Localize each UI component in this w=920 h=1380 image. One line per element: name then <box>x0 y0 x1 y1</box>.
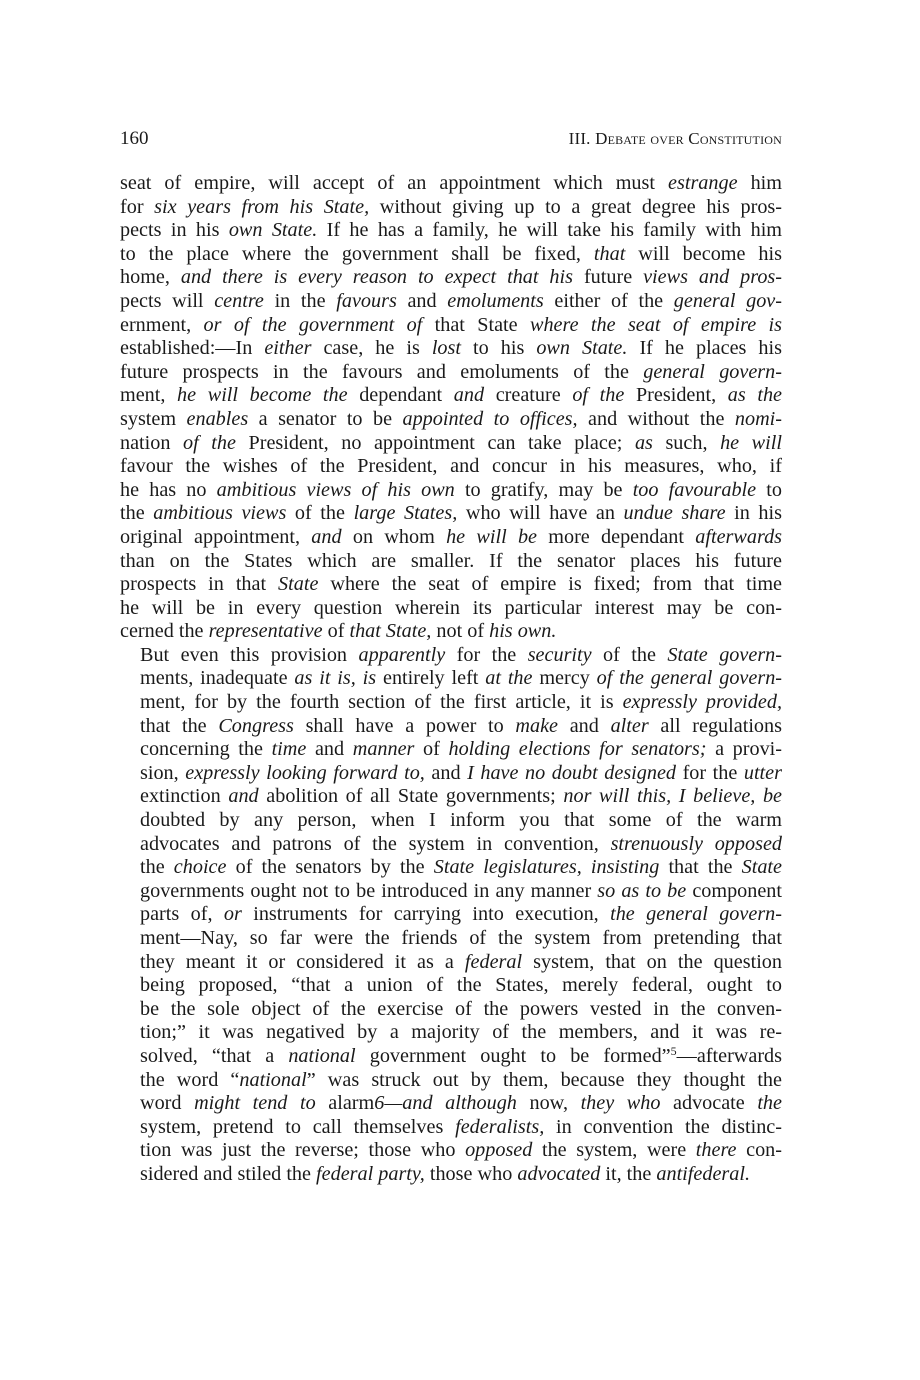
paragraph-1 <box>120 172 782 644</box>
text-run: not of <box>431 620 490 643</box>
text-line <box>120 1139 782 1163</box>
italic-text: the general govern- <box>598 903 782 926</box>
text-run: entirely left <box>382 667 479 690</box>
text-line <box>120 974 782 998</box>
italic-text: as it is, is <box>287 667 383 690</box>
running-title-sc2: onstitution <box>699 129 782 148</box>
italic-text: of the general govern- <box>589 667 783 690</box>
italic-text: might tend to <box>181 1092 329 1115</box>
italic-text: nomi- <box>734 407 782 430</box>
italic-text: State govern- <box>667 643 782 666</box>
text-run: word <box>140 1092 182 1115</box>
italic-text: time <box>271 738 307 761</box>
italic-text: national <box>288 1044 356 1067</box>
text-line <box>120 1021 782 1045</box>
text-run: in the <box>263 289 337 312</box>
text-run: and <box>558 714 611 737</box>
text-run: original appointment, <box>120 525 301 548</box>
text-run: and without the <box>577 407 735 430</box>
text-line <box>120 266 782 290</box>
text-run: he will be in every question wherein its particular interest may be con- <box>120 596 782 619</box>
text-run: a provi- <box>706 738 783 761</box>
text-run: advocates and patrons of the system in convention, <box>140 832 611 855</box>
text-run: tion was just the reverse; those who <box>140 1139 466 1162</box>
text-run: on whom <box>352 525 435 548</box>
text-run: be the sole object of the exercise of the powers vested in the conven- <box>140 997 782 1020</box>
text-line <box>120 691 782 715</box>
text-line <box>120 314 782 338</box>
italic-text: utter <box>743 761 782 784</box>
footnote-marker: 5 <box>670 1043 677 1058</box>
text-run: it, the <box>600 1162 657 1185</box>
text-line <box>120 384 782 408</box>
text-run: creature <box>495 384 561 407</box>
text-run: who will have an <box>457 502 624 525</box>
text-run: that the <box>140 714 219 737</box>
italic-text: State legislatures, insisting <box>433 856 660 879</box>
italic-text: they who <box>568 1092 674 1115</box>
text-run: him <box>737 172 782 194</box>
text-run: alarm <box>328 1092 375 1115</box>
text-run: abolition of all State governments; <box>266 785 556 808</box>
running-title-sc1: ebate over <box>607 129 689 148</box>
text-run: cerned the <box>120 620 209 643</box>
italic-text: national <box>239 1068 307 1091</box>
text-line <box>120 738 782 762</box>
text-line <box>120 951 782 975</box>
text-line <box>120 573 782 597</box>
italic-text: general govern- <box>643 360 782 383</box>
text-line <box>120 856 782 880</box>
text-run: of <box>322 620 350 643</box>
text-line <box>120 1069 782 1093</box>
text-run: of the <box>591 643 668 666</box>
text-run: future <box>583 266 633 289</box>
text-line <box>120 644 782 668</box>
text-run: more dependant <box>548 525 684 548</box>
text-run: solved, “that a <box>140 1044 289 1067</box>
text-line <box>120 998 782 1022</box>
text-run: they meant it or considered it as a <box>140 950 465 973</box>
text-run: But even this provision <box>140 643 359 666</box>
text-run: all regulations <box>648 714 782 737</box>
text-line <box>120 1045 782 1069</box>
text-line <box>120 502 782 526</box>
text-run: to his <box>461 337 537 360</box>
italic-text: or <box>212 903 254 926</box>
text-run: the system, were <box>532 1139 696 1162</box>
italic-text: estrange <box>668 172 738 194</box>
italic-text: State <box>741 856 783 879</box>
italic-text: enables <box>186 407 249 430</box>
text-line <box>120 620 782 644</box>
italic-text: and there is every reason to expect that his <box>169 266 584 289</box>
text-run: ments, inadequate <box>140 667 288 690</box>
text-run: and <box>424 761 468 784</box>
text-run: the <box>140 856 174 879</box>
text-run: If he has a family, he will take his family with him <box>317 219 782 242</box>
italic-text: ambitious views of his own <box>216 478 455 501</box>
text-line <box>120 219 782 243</box>
italic-text: antifederal. <box>656 1162 751 1185</box>
italic-text: and <box>442 384 496 407</box>
text-run: doubted by any person, when I inform you that some of the warm <box>140 809 782 832</box>
italic-text: undue share <box>623 502 726 525</box>
text-run: and <box>396 289 448 312</box>
text-run: system <box>120 407 187 430</box>
text-run: than on the States which are smaller. If the senator places his future <box>120 549 782 572</box>
text-run: and <box>306 738 353 761</box>
italic-text: so as to be <box>591 879 693 902</box>
text-line <box>120 833 782 857</box>
italic-text: manner <box>352 738 415 761</box>
italic-text: opposed <box>465 1139 533 1162</box>
italic-text: appointed to offices, <box>402 407 578 430</box>
text-run: governments ought not to be introduced in any manner <box>140 879 592 902</box>
text-run: extinction <box>140 785 221 808</box>
text-run: dependant <box>359 384 443 407</box>
text-run: system, pretend to call themselves <box>140 1115 456 1138</box>
text-run: he has no <box>120 478 217 501</box>
text-line <box>120 715 782 739</box>
text-run: sion, <box>140 761 186 784</box>
italic-text: and <box>220 785 267 808</box>
italic-text: 6—and although <box>374 1092 530 1115</box>
text-line <box>120 597 782 621</box>
text-line <box>120 290 782 314</box>
italic-text: at the <box>478 667 540 690</box>
text-run: pects will <box>120 289 215 312</box>
running-head <box>120 128 782 150</box>
text-run: advocate <box>673 1092 745 1115</box>
italic-text: of the <box>170 431 249 454</box>
text-run: without giving up to a great degree his pros- <box>369 195 782 218</box>
text-run: seat of empire, will accept of an appointment which must <box>120 172 669 194</box>
text-run: that State <box>434 313 518 336</box>
italic-text: he will <box>707 431 782 454</box>
italic-text: expressly looking forward to, <box>185 761 425 784</box>
text-run: ernment, <box>120 313 192 336</box>
italic-text: the <box>744 1092 782 1115</box>
italic-text: federalists, <box>455 1115 545 1138</box>
italic-text: favours <box>336 289 397 312</box>
italic-text: and <box>300 525 353 548</box>
italic-text: his own. <box>489 620 557 643</box>
text-run: of <box>414 738 449 761</box>
text-run: to the place where the government shall be fixed, <box>120 242 594 265</box>
text-run: sidered and stiled the <box>140 1162 317 1185</box>
text-run: con- <box>736 1139 782 1162</box>
text-run: ” was struck out by them, because they thought the <box>306 1068 782 1091</box>
italic-text: views and pros- <box>632 266 782 289</box>
text-run: the <box>120 502 154 525</box>
italic-text: ambitious views <box>153 502 287 525</box>
text-run: for <box>120 195 155 218</box>
italic-text: federal party, <box>316 1162 425 1185</box>
italic-text: he will be <box>434 525 549 548</box>
text-run: either of the <box>543 289 674 312</box>
text-run: ment—Nay, so far were the friends of the system from pretending that <box>140 927 782 949</box>
text-run: for the <box>676 761 744 784</box>
italic-text: as the <box>716 384 783 407</box>
text-run: shall have a power to <box>293 714 516 737</box>
text-line <box>120 172 782 196</box>
text-line <box>120 337 782 361</box>
italic-text: I have no doubt designed <box>467 761 677 784</box>
text-run: future prospects in the favours and emoluments of the <box>120 360 644 383</box>
text-run: in convention the distinc- <box>544 1115 782 1138</box>
text-run: such, <box>665 431 708 454</box>
text-run: that the <box>659 856 742 879</box>
italic-text: he will become the <box>165 384 360 407</box>
text-run: to gratify, may be <box>454 478 633 501</box>
text-run: now, <box>529 1092 568 1115</box>
italic-text: security <box>527 643 592 666</box>
text-run: being proposed, “that a union of the States, merely federal, ought to <box>140 974 782 997</box>
italic-text: State <box>278 573 319 596</box>
italic-text: own State. <box>536 337 628 360</box>
text-line <box>120 785 782 809</box>
italic-text: make <box>515 714 559 737</box>
italic-text: of the <box>560 384 636 407</box>
text-run: ment, for by the fourth section of the first article, it is <box>140 691 623 714</box>
text-run: nation <box>120 431 171 454</box>
italic-text: alter <box>610 714 649 737</box>
text-line <box>120 809 782 833</box>
italic-text: where the seat of empire is <box>517 313 782 336</box>
italic-text: own State. <box>228 219 318 242</box>
italic-text: there <box>695 1139 737 1162</box>
italic-text: representative <box>208 620 323 643</box>
italic-text: that State, <box>349 620 432 643</box>
text-line <box>120 526 782 550</box>
text-run: home, <box>120 266 170 289</box>
text-run: instruments for carrying into execution, <box>253 903 599 926</box>
text-line <box>120 550 782 574</box>
text-run: component <box>692 879 783 902</box>
text-line <box>120 667 782 691</box>
paragraph-2 <box>120 644 782 1187</box>
italic-text: centre <box>214 289 264 312</box>
text-run: the word “ <box>140 1068 240 1091</box>
text-line <box>120 455 782 479</box>
text-run: in his <box>725 502 782 525</box>
text-run: those who <box>424 1162 518 1185</box>
italic-text: too favourable <box>632 478 757 501</box>
text-line <box>120 432 782 456</box>
italic-text: that <box>593 242 626 265</box>
text-run: tion;” it was negatived by a majority of the members, and it was re- <box>140 1021 782 1044</box>
text-run: parts of, <box>140 903 213 926</box>
text-run: to <box>756 478 782 501</box>
italic-text: Congress <box>218 714 294 737</box>
text-run: established:—In <box>120 337 265 360</box>
text-run: where the seat of empire is fixed; from that time <box>318 573 782 596</box>
text-line <box>120 880 782 904</box>
italic-text: choice <box>173 856 227 879</box>
text-run: concerning the <box>140 738 272 761</box>
text-run: for the <box>445 643 528 666</box>
text-run: ment, <box>120 384 166 407</box>
text-run: pects in his <box>120 219 229 242</box>
italic-text: nor will this, I believe, be <box>555 785 783 808</box>
text-run: mercy <box>539 667 590 690</box>
italic-text: advocated <box>517 1162 601 1185</box>
text-line <box>120 361 782 385</box>
running-title-c: C <box>688 129 700 148</box>
text-run: of the <box>286 502 354 525</box>
italic-text: general gov- <box>673 289 782 312</box>
text-line <box>120 243 782 267</box>
text-run: will become his <box>625 242 782 265</box>
italic-text: holding elections for senators; <box>448 738 707 761</box>
italic-text: emoluments <box>447 289 544 312</box>
italic-text: large States, <box>353 502 458 525</box>
text-line <box>120 1163 782 1187</box>
italic-text: as <box>622 431 666 454</box>
text-line <box>120 196 782 220</box>
text-run: prospects in that <box>120 573 279 596</box>
text-run: favour the wishes of the President, and concur in his measures, who, if <box>120 455 782 478</box>
text-line <box>120 903 782 927</box>
page-number: 160 <box>120 128 149 149</box>
text-line <box>120 408 782 432</box>
text-run: a senator to be <box>248 407 403 430</box>
text-line <box>120 1116 782 1140</box>
text-run: President, <box>635 384 717 407</box>
italic-text: federal <box>464 950 523 973</box>
italic-text: apparently <box>358 643 446 666</box>
italic-text: strenuously opposed <box>610 832 782 855</box>
italic-text: expressly provided, <box>622 691 782 714</box>
text-run: government ought to be formed”$^5$—afterwards <box>355 1043 782 1067</box>
text-line <box>120 762 782 786</box>
text-line <box>120 479 782 503</box>
text-run: case, he is <box>311 337 432 360</box>
text-line <box>120 927 782 951</box>
text-run: system, that on the question <box>522 950 782 973</box>
text-run: of the senators by the <box>226 856 434 879</box>
italic-text: or of the government of <box>191 313 435 336</box>
italic-text: lost <box>431 337 461 360</box>
text-run: If he places his <box>627 337 782 360</box>
italic-text: six years from his State, <box>154 195 370 218</box>
book-page <box>120 128 782 1187</box>
running-title-prefix: III. D <box>568 129 608 148</box>
running-title <box>569 129 782 149</box>
text-run: President, no appointment can take place; <box>248 431 623 454</box>
text-line <box>120 1092 782 1116</box>
italic-text: afterwards <box>684 525 783 548</box>
italic-text: either <box>264 337 312 360</box>
